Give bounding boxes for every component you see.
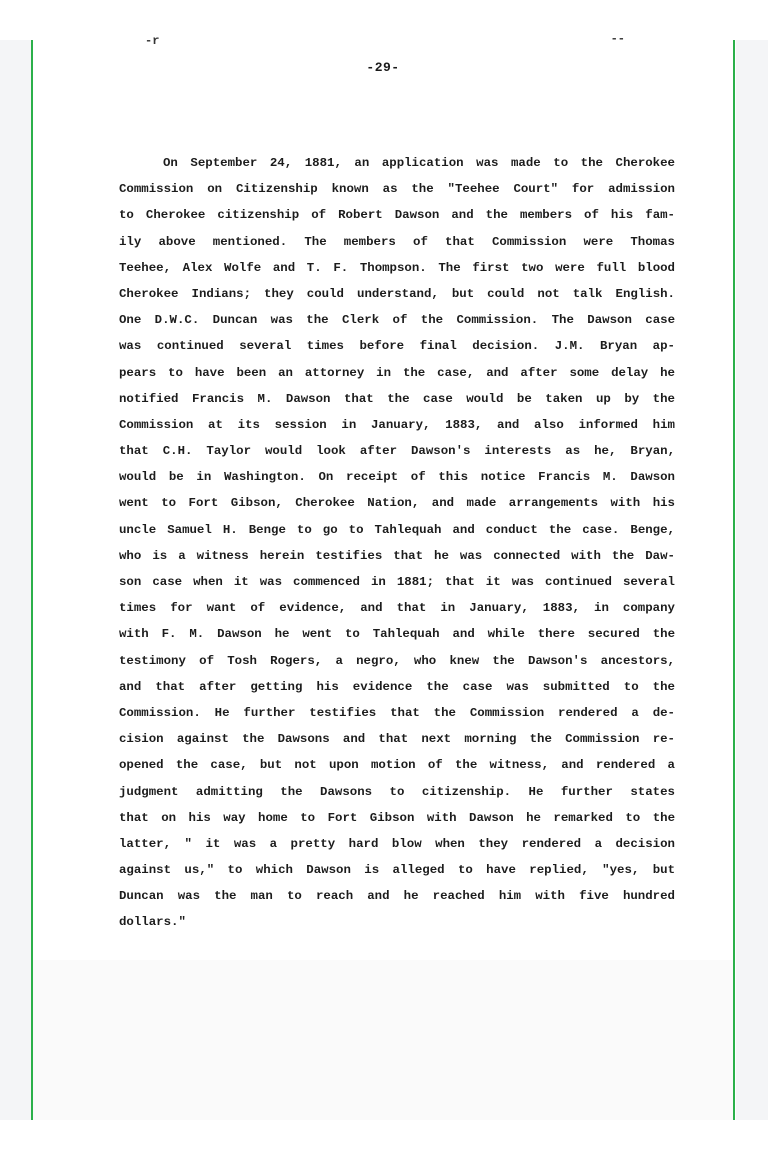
- text-line: against us," to which Dawson is alleged to have replied, "yes, but: [119, 863, 675, 878]
- text-line: who is a witness herein testifies that he was connected with the Daw-: [119, 548, 675, 563]
- text-line: that C.H. Taylor would look after Dawson's interests as he, Bryan,: [119, 444, 675, 459]
- text-line: One D.W.C. Duncan was the Clerk of the Commission. The Dawson case: [119, 313, 675, 328]
- text-line: ily above mentioned. The members of that Commission were Thomas: [119, 234, 675, 249]
- text-line: uncle Samuel H. Benge to go to Tahlequah and conduct the case. Benge,: [119, 522, 675, 537]
- text-line: times for want of evidence, and that in January, 1883, in company: [119, 601, 675, 616]
- text-line: would be in Washington. On receipt of this notice Francis M. Dawson: [119, 470, 675, 485]
- margin-mark-left: -r: [145, 34, 160, 48]
- page-bottom-shade: [33, 960, 733, 1120]
- text-line: Commission on Citizenship known as the "Teehee Court" for admission: [119, 182, 675, 197]
- text-line: notified Francis M. Dawson that the case would be taken up by the: [119, 391, 675, 406]
- text-line: to Cherokee citizenship of Robert Dawson and the members of his fam-: [119, 208, 675, 223]
- text-line: pears to have been an attorney in the case, and after some delay he: [119, 365, 675, 380]
- text-line: Duncan was the man to reach and he reached him with five hundred: [119, 889, 675, 904]
- text-line: that on his way home to Fort Gibson with Dawson he remarked to the: [119, 810, 675, 825]
- document-page: [31, 32, 735, 1120]
- text-line: Commission. He further testifies that the Commission rendered a de-: [119, 705, 675, 720]
- text-line: dollars.": [119, 915, 186, 930]
- right-margin-band: [736, 40, 768, 1120]
- text-line: latter, " it was a pretty hard blow when they rendered a decision: [119, 836, 675, 851]
- text-line: judgment admitting the Dawsons to citizenship. He further states: [119, 784, 675, 799]
- margin-mark-right: --: [610, 32, 625, 46]
- text-line: was continued several times before final decision. J.M. Bryan ap-: [119, 339, 675, 354]
- text-line: opened the case, but not upon motion of the witness, and rendered a: [119, 758, 675, 773]
- text-line: Commission at its session in January, 1883, and also informed him: [119, 417, 675, 432]
- text-line: On September 24, 1881, an application was made to the Cherokee: [163, 156, 675, 170]
- text-line: with F. M. Dawson he went to Tahlequah and while there secured the: [119, 627, 675, 642]
- text-line: testimony of Tosh Rogers, a negro, who knew the Dawson's ancestors,: [119, 653, 675, 668]
- text-line: Teehee, Alex Wolfe and T. F. Thompson. The first two were full blood: [119, 260, 675, 275]
- page-number: -29-: [366, 60, 400, 75]
- text-line: son case when it was commenced in 1881; that it was continued several: [119, 575, 675, 589]
- text-line: and that after getting his evidence the case was submitted to the: [119, 679, 675, 694]
- text-line: Cherokee Indians; they could understand, but could not talk English.: [119, 286, 675, 301]
- body-paragraph: [119, 150, 675, 936]
- left-margin-band: [0, 40, 32, 1120]
- text-line: cision against the Dawsons and that next morning the Commission re-: [119, 732, 675, 747]
- text-line: went to Fort Gibson, Cherokee Nation, and made arrangements with his: [119, 496, 675, 511]
